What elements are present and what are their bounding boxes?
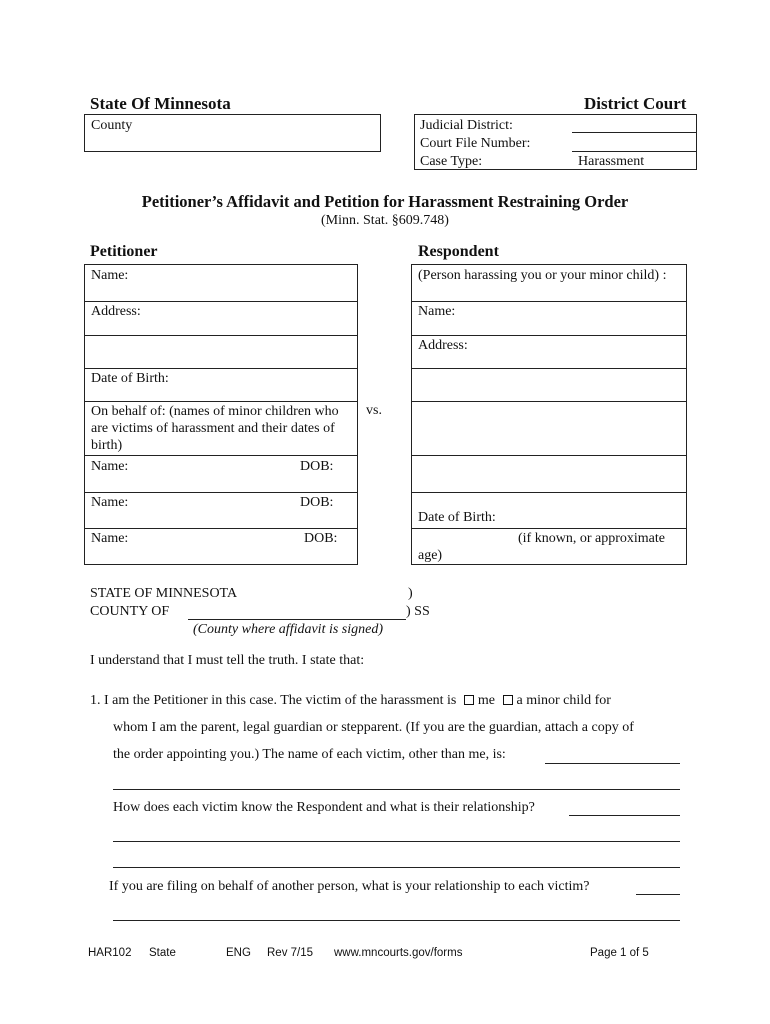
child-3-name-label[interactable]: Name: — [91, 531, 129, 546]
footer-form-id: HAR102 — [88, 947, 132, 959]
item-1-text-a: 1. I am the Petitioner in this case. The victim of the harassment is — [90, 693, 457, 708]
statute-reference: (Minn. Stat. §609.748) — [321, 213, 449, 228]
venue-county-field[interactable] — [188, 619, 406, 620]
venue-county-label: COUNTY OF — [90, 604, 170, 619]
child-1-dob-label[interactable]: DOB: — [300, 459, 334, 474]
petitioner-address-label[interactable]: Address: — [91, 304, 141, 319]
versus-label: vs. — [366, 403, 382, 418]
child-3-dob-label[interactable]: DOB: — [304, 531, 338, 546]
victim-me-checkbox[interactable] — [464, 695, 474, 705]
venue-ss: ) SS — [406, 604, 430, 619]
victim-names-field[interactable] — [545, 763, 680, 764]
child-1-name-label[interactable]: Name: — [91, 459, 129, 474]
county-label: County — [91, 118, 133, 133]
footer-url: www.mncourts.gov/forms — [334, 947, 463, 959]
court-file-number-field[interactable] — [572, 151, 697, 152]
petitioner-heading: Petitioner — [90, 243, 158, 260]
relationship-field-3[interactable] — [113, 867, 680, 868]
venue-paren: ) — [408, 586, 413, 601]
case-type-label: Case Type: — [420, 154, 483, 169]
oath-statement: I understand that I must tell the truth. I state that: — [90, 653, 365, 668]
venue-state: STATE OF MINNESOTA — [90, 586, 238, 601]
petitioner-name-label[interactable]: Name: — [91, 268, 129, 283]
behalf-field-2[interactable] — [113, 920, 680, 921]
judicial-district-label: Judicial District: — [420, 118, 513, 133]
on-behalf-label: On behalf of: (names of minor children who are victims of harassment and their dates of birth) — [91, 404, 339, 453]
behalf-question: If you are filing on behalf of another person, what is your relationship to each victim? — [109, 879, 590, 894]
victim-names-field-2[interactable] — [113, 789, 680, 790]
item-1-line-3: the order appointing you.) The name of each victim, other than me, is: — [113, 747, 506, 762]
petitioner-dob-label[interactable]: Date of Birth: — [91, 371, 169, 386]
footer-revision: Rev 7/15 — [267, 947, 314, 959]
respondent-dob-label[interactable]: Date of Birth: — [418, 510, 496, 525]
respondent-name-label[interactable]: Name: — [418, 304, 456, 319]
footer-page: Page 1 of 5 — [590, 947, 649, 959]
venue-county-note: (County where affidavit is signed) — [193, 622, 384, 637]
item-1-text-b: a minor child for — [516, 693, 611, 708]
relationship-field[interactable] — [569, 815, 680, 816]
child-2-dob-label[interactable]: DOB: — [300, 495, 334, 510]
respondent-dob-note: (if known, or approximate age) — [418, 531, 665, 563]
respondent-table — [411, 264, 687, 565]
form-title: Petitioner’s Affidavit and Petition for Harassment Restraining Order — [141, 192, 629, 211]
item-1-line-1 — [90, 693, 611, 709]
behalf-field[interactable] — [636, 894, 680, 895]
child-2-name-label[interactable]: Name: — [91, 495, 129, 510]
victim-minor-child-checkbox[interactable] — [503, 695, 513, 705]
relationship-field-2[interactable] — [113, 841, 680, 842]
respondent-address-label[interactable]: Address: — [418, 338, 468, 353]
petitioner-table — [84, 264, 358, 565]
footer-jurisdiction: State — [149, 947, 176, 959]
respondent-intro-label: (Person harassing you or your minor child) : — [418, 268, 667, 283]
case-type-value: Harassment — [578, 154, 645, 169]
footer-language: ENG — [226, 947, 251, 959]
county-box[interactable] — [84, 114, 381, 152]
relationship-question: How does each victim know the Respondent and what is their relationship? — [113, 800, 535, 815]
court-file-number-label: Court File Number: — [420, 136, 531, 151]
state-title: State Of Minnesota — [90, 94, 231, 113]
court-title: District Court — [584, 94, 687, 113]
respondent-heading: Respondent — [418, 243, 499, 260]
item-1-me-label: me — [477, 693, 495, 708]
case-info-box — [414, 114, 697, 170]
judicial-district-field[interactable] — [572, 132, 697, 133]
item-1-line-2: whom I am the parent, legal guardian or stepparent. (If you are the guardian, attach a copy of — [113, 720, 634, 735]
